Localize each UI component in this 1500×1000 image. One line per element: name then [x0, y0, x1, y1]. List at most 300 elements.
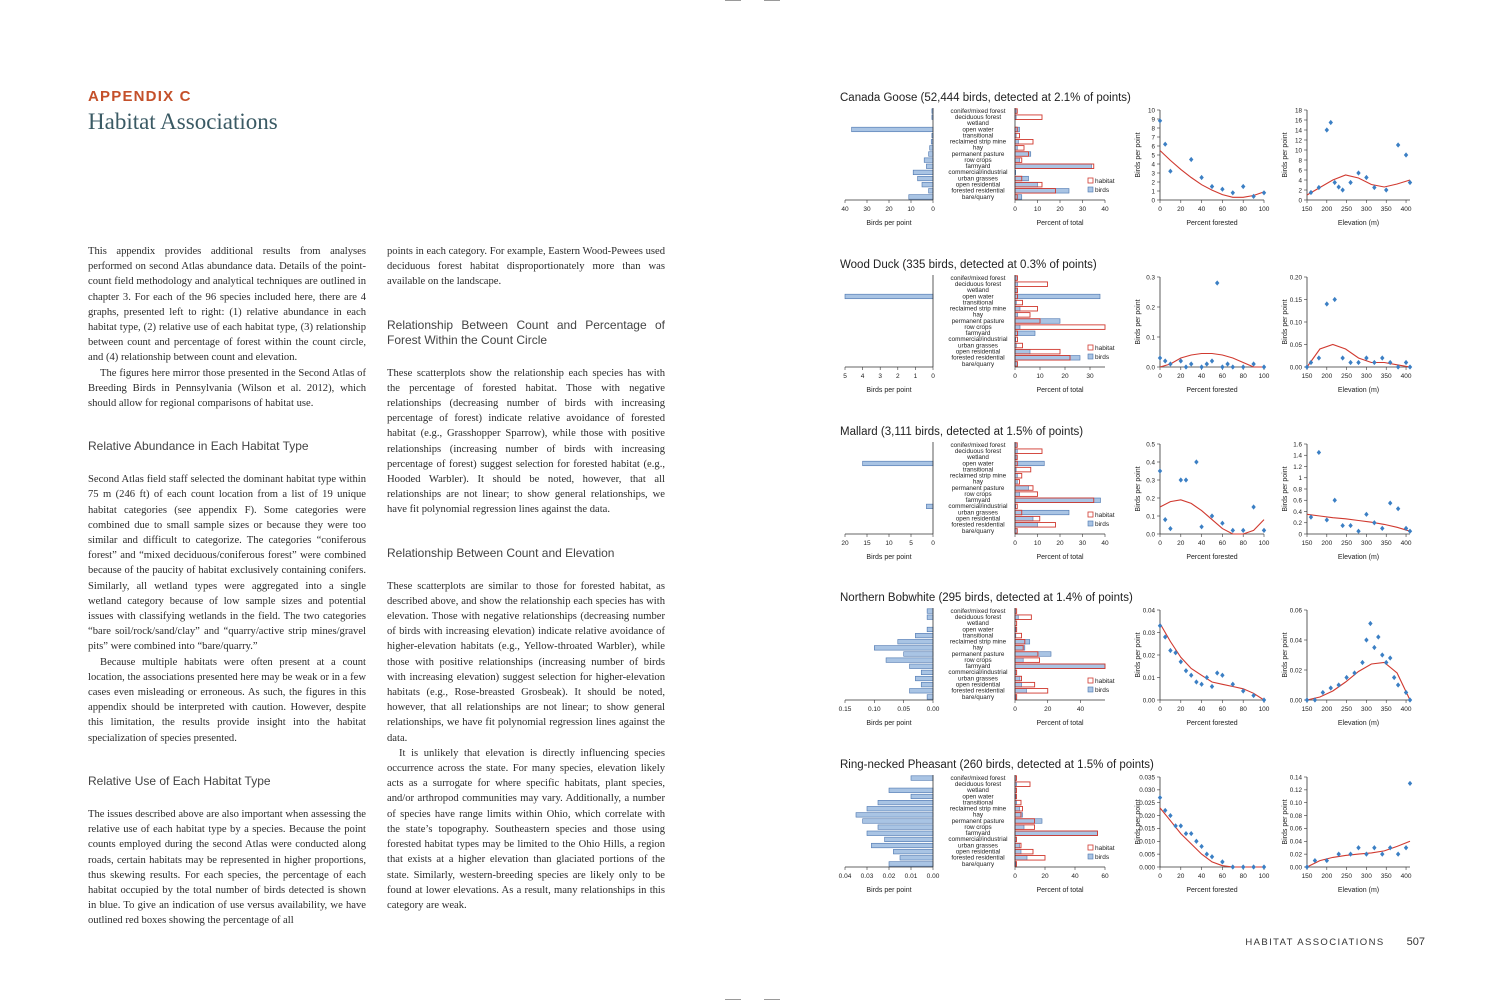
forest-point: [1210, 358, 1214, 363]
elevation-point: [1408, 697, 1412, 702]
habitat-label: hay: [972, 144, 984, 152]
forest-y-tick-label: 6: [1151, 143, 1155, 151]
use-birds-bar: [1015, 825, 1024, 830]
forest-point: [1189, 673, 1193, 678]
abundance-bar: [926, 504, 933, 509]
elevation-x-tick-label: 200: [1321, 206, 1333, 213]
use-habitat-box: [1015, 782, 1030, 787]
forest-point: [1220, 364, 1224, 369]
habitat-label: conifer/mixed forest: [950, 441, 1006, 449]
habitat-label: open residential: [955, 681, 1001, 689]
legend-habitat-label: habitat: [1095, 845, 1115, 852]
elevation-y-tick-label: 0.20: [1289, 274, 1302, 282]
use-axis-title: Percent of total: [1036, 720, 1084, 727]
habitat-label: bare/quarry: [961, 527, 995, 535]
elevation-y-tick-label: 0: [1298, 531, 1302, 539]
use-birds-bar: [1015, 516, 1033, 521]
elevation-point: [1364, 175, 1368, 180]
habitat-label: deciduous forest: [954, 448, 1002, 456]
forest-point: [1231, 864, 1235, 869]
forest-x-tick-label: 60: [1218, 206, 1227, 213]
forest-point: [1184, 668, 1188, 673]
elevation-point: [1388, 655, 1392, 660]
use-birds-bar: [1015, 325, 1020, 330]
elevation-point: [1384, 660, 1388, 665]
abundance-axis-title: Birds per point: [866, 720, 912, 727]
elevation-point: [1340, 187, 1344, 192]
section-heading: Relationship Between Count and Percentage of Forest Within the Count Circle: [387, 317, 665, 347]
habitat-label: wetland: [967, 787, 989, 795]
habitat-label: forested residential: [951, 521, 1005, 529]
elevation-x-tick-label: 250: [1341, 206, 1353, 213]
habitat-label: deciduous forest: [954, 114, 1002, 122]
habitat-label: commercial/industrial: [948, 169, 1008, 177]
use-birds-bar: [1015, 615, 1018, 620]
use-tick-label: 0: [1013, 540, 1017, 547]
right-page: [750, 0, 1500, 1000]
section-heading: Relationship Between Count and Elevation: [387, 545, 615, 560]
forest-y-axis-title: Birds per point: [1135, 466, 1142, 512]
abundance-bar: [863, 461, 933, 466]
elevation-point: [1333, 297, 1337, 302]
legend-birds-swatch: [1088, 187, 1093, 192]
forest-point: [1241, 864, 1245, 869]
elevation-point: [1408, 364, 1412, 369]
forest-y-tick-label: 10: [1147, 107, 1155, 115]
use-birds-bar: [1015, 806, 1020, 811]
habitat-label: deciduous forest: [954, 781, 1002, 789]
elevation-y-tick-label: 1.2: [1293, 463, 1302, 471]
abundance-axis-title: Birds per point: [866, 554, 912, 561]
forest-y-tick-label: 0.3: [1146, 477, 1155, 485]
use-axis-title: Percent of total: [1036, 554, 1084, 561]
use-tick-label: 40: [1071, 873, 1079, 880]
abundance-tick-label: 0: [931, 540, 935, 547]
forest-x-tick-label: 100: [1258, 373, 1270, 380]
abundance-bar: [921, 682, 933, 687]
habitat-label: reclaimed strip mine: [949, 305, 1007, 313]
abundance-axis-title: Birds per point: [866, 220, 912, 227]
abundance-bar: [927, 615, 933, 620]
forest-point: [1199, 364, 1203, 369]
elevation-y-tick-label: 0: [1298, 197, 1302, 205]
abundance-tick-label: 3: [878, 373, 883, 380]
habitat-label: wetland: [967, 120, 989, 128]
forest-point: [1251, 504, 1255, 509]
use-birds-bar: [1015, 158, 1020, 163]
forest-x-tick-label: 20: [1177, 373, 1185, 380]
elevation-point: [1392, 675, 1396, 680]
forest-x-axis-title: Percent forested: [1186, 220, 1238, 227]
abundance-bar: [922, 182, 933, 187]
abundance-bar: [915, 676, 933, 681]
species-chart-panels: [750, 0, 1500, 1000]
forest-y-tick-label: 0.010: [1139, 838, 1155, 846]
elevation-point: [1325, 301, 1329, 306]
forest-point: [1179, 823, 1183, 828]
elevation-y-tick-label: 4: [1298, 177, 1302, 185]
abundance-bar: [898, 639, 933, 644]
use-tick-label: 0: [1013, 206, 1017, 213]
elevation-point: [1348, 523, 1352, 528]
elevation-y-axis-title: Birds per point: [1282, 466, 1289, 512]
appendix-title: Habitat Associations: [88, 109, 278, 134]
elevation-x-tick-label: 300: [1360, 540, 1372, 547]
habitat-label: urban grasses: [958, 175, 998, 183]
forest-point: [1179, 659, 1183, 664]
forest-point: [1194, 459, 1198, 464]
elevation-x-tick-label: 150: [1301, 706, 1313, 713]
forest-point: [1251, 864, 1255, 869]
forest-y-tick-label: 9: [1151, 116, 1155, 124]
elevation-y-tick-label: 0.00: [1289, 697, 1302, 705]
forest-x-tick-label: 60: [1218, 373, 1227, 380]
abundance-tick-label: 5: [909, 540, 913, 547]
habitat-label: urban grasses: [958, 675, 998, 683]
use-birds-bar: [1015, 331, 1035, 336]
species-title: Canada Goose (52,444 birds, detected at 2.1% of points): [840, 92, 1131, 104]
habitat-label: wetland: [967, 454, 989, 462]
legend-habitat-swatch: [1088, 345, 1093, 350]
elevation-y-tick-label: 0.10: [1289, 800, 1302, 808]
elevation-point: [1372, 645, 1376, 650]
elevation-point: [1384, 187, 1388, 192]
forest-y-tick-label: 0.005: [1139, 851, 1155, 859]
abundance-tick-label: 0.03: [860, 873, 874, 880]
elevation-point: [1348, 852, 1352, 857]
use-tick-label: 0: [1013, 706, 1017, 713]
elevation-y-tick-label: 0.02: [1289, 667, 1302, 675]
elevation-point: [1329, 120, 1333, 125]
species-title: Mallard (3,111 birds, detected at 1.5% of points): [840, 426, 1084, 438]
forest-point: [1205, 361, 1209, 366]
elevation-point: [1404, 360, 1408, 365]
forest-point: [1158, 623, 1162, 628]
habitat-label: bare/quarry: [961, 860, 995, 868]
habitat-label: forested residential: [951, 187, 1005, 195]
elevation-point: [1380, 355, 1384, 360]
elevation-x-tick-label: 250: [1341, 873, 1353, 880]
elevation-x-axis-title: Elevation (m): [1337, 220, 1380, 227]
habitat-label: open residential: [955, 848, 1001, 856]
forest-y-tick-label: 7: [1151, 134, 1155, 142]
legend-habitat-swatch: [1088, 845, 1093, 850]
elevation-y-tick-label: 0.04: [1289, 838, 1302, 846]
abundance-tick-label: 30: [863, 206, 871, 213]
elevation-point: [1352, 670, 1356, 675]
elevation-x-tick-label: 200: [1321, 540, 1333, 547]
elevation-point: [1396, 682, 1400, 687]
habitat-label: urban grasses: [958, 842, 998, 850]
species-panel: [839, 592, 1413, 727]
forest-point: [1220, 521, 1224, 526]
habitat-label: row crops: [964, 490, 992, 498]
abundance-tick-label: 0.04: [838, 873, 852, 880]
abundance-bar: [910, 664, 933, 669]
elevation-point: [1408, 529, 1412, 534]
forest-point: [1168, 648, 1172, 653]
abundance-tick-label: 0.01: [904, 873, 918, 880]
forest-point: [1262, 190, 1266, 195]
abundance-bar: [921, 670, 933, 675]
elevation-point: [1336, 682, 1340, 687]
habitat-label: hay: [972, 478, 984, 486]
forest-x-tick-label: 100: [1258, 706, 1270, 713]
forest-y-tick-label: 3: [1151, 170, 1155, 178]
elevation-x-axis-title: Elevation (m): [1337, 720, 1380, 727]
forest-point: [1163, 142, 1167, 147]
body-paragraph: This appendix provides additional results from analyses performed on second Atlas abundance data. Details of the point-count field methodology and analytical techniques are outlined in chapter 3. For each of the 96 species included here, there are 4 graphs, presented left to right: (1) relative abundance in each habitat type, (2) relative use of each habitat type, (3) relationship between count and percentage of forest within the count circle, and (4) relationship between count and elevation.: [88, 246, 366, 364]
use-tick-label: 60: [1101, 873, 1109, 880]
elevation-point: [1364, 512, 1368, 517]
elevation-x-tick-label: 300: [1360, 706, 1372, 713]
forest-y-tick-label: 0.1: [1146, 334, 1155, 342]
elevation-y-tick-label: 0.00: [1289, 364, 1302, 372]
elevation-x-tick-label: 400: [1400, 206, 1412, 213]
use-tick-label: 20: [1061, 373, 1069, 380]
abundance-tick-label: 20: [841, 540, 849, 547]
elevation-point: [1356, 845, 1360, 850]
elevation-point: [1333, 498, 1337, 503]
habitat-label: urban grasses: [958, 509, 998, 517]
habitat-label: open residential: [955, 348, 1001, 356]
page-footer: [1245, 936, 1425, 948]
forest-x-tick-label: 20: [1177, 540, 1185, 547]
habitat-label: wetland: [967, 287, 989, 295]
elevation-point: [1329, 685, 1333, 690]
abundance-bar: [852, 127, 933, 132]
habitat-label: commercial/industrial: [948, 336, 1008, 344]
habitat-label: commercial/industrial: [948, 669, 1008, 677]
species-panel: [840, 259, 1412, 394]
forest-x-tick-label: 60: [1218, 873, 1227, 880]
habitat-label: permanent pasture: [951, 817, 1005, 825]
species-title: Ring-necked Pheasant (260 birds, detected at 1.5% of points): [840, 759, 1154, 771]
habitat-label: commercial/industrial: [948, 836, 1008, 844]
abundance-bar: [926, 164, 933, 169]
forest-point: [1210, 184, 1214, 189]
section-heading: Relative Use of Each Habitat Type: [88, 773, 271, 788]
elevation-point: [1325, 127, 1329, 132]
forest-y-tick-label: 0.4: [1146, 459, 1155, 467]
body-paragraph: The issues described above are also important when assessing the relative use of each habitat type by a species. Because the point counts employed during the second Atlas were conducted along roads, certain habitats may be represented in higher proportions, thus skewing results. For each species, the percentage of each habitat occupied by the total number of birds detected is shown in blue. To give an indication of use versus availability, we have outlined red boxes showing the percentage of all: [88, 808, 367, 927]
forest-y-tick-label: 0.00: [1142, 697, 1155, 705]
forest-point: [1210, 854, 1214, 859]
abundance-bar: [911, 776, 933, 781]
forest-x-tick-label: 100: [1258, 206, 1270, 213]
text-column-right: [387, 244, 665, 913]
legend-habitat-swatch: [1088, 512, 1093, 517]
abundance-bar: [924, 158, 933, 163]
elevation-y-tick-label: 0.04: [1289, 637, 1302, 645]
abundance-bar: [929, 152, 933, 157]
body-paragraph: Second Atlas field staff selected the dominant habitat type within 75 m (246 ft) of each count location from a list of 19 unique habitat categories (see appendix F). Some categories were combined due to small sample sizes or because they were too similar and difficult to categorize. The categories “coniferous forest” and “mixed deciduous/coniferous forest” were combined because of the paucity of habitat exclusively containing conifers. Similarly, all wetland types were aggregated into a single wetland category because of low sample sizes and potential issues with classifying wetlands in the field. The two categories “bare soil/rock/sand/clay” and “quarry/active strip mines/gravel pits” were combined into “bare/quarry.”: [88, 474, 366, 653]
running-head: HABITAT ASSOCIATIONS: [1245, 937, 1385, 948]
forest-point: [1215, 670, 1219, 675]
use-tick-label: 10: [1033, 206, 1042, 213]
elevation-point: [1348, 180, 1352, 185]
abundance-bar: [867, 806, 933, 811]
habitat-label: open residential: [955, 515, 1001, 523]
forest-y-tick-label: 2: [1151, 179, 1155, 187]
elevation-y-tick-label: 0.06: [1289, 607, 1302, 615]
abundance-bar: [927, 695, 933, 700]
elevation-point: [1360, 660, 1364, 665]
habitat-label: open water: [962, 793, 994, 801]
habitat-label: deciduous forest: [954, 614, 1002, 622]
forest-point: [1220, 673, 1224, 678]
abundance-bar: [913, 170, 933, 175]
forest-y-tick-label: 4: [1151, 161, 1155, 169]
use-birds-bar: [1015, 182, 1038, 187]
legend-birds-label: birds: [1095, 687, 1110, 694]
elevation-y-tick-label: 0.05: [1289, 341, 1302, 349]
use-tick-label: 30: [1086, 373, 1094, 380]
elevation-point: [1396, 852, 1400, 857]
forest-point: [1158, 795, 1162, 800]
use-birds-bar: [1015, 676, 1020, 681]
abundance-tick-label: 0: [931, 206, 935, 213]
use-tick-label: 20: [1056, 540, 1064, 547]
habitat-label: row crops: [964, 823, 992, 831]
habitat-label: deciduous forest: [954, 281, 1002, 289]
habitat-label: forested residential: [951, 854, 1005, 862]
forest-point: [1262, 528, 1266, 533]
forest-y-tick-label: 5: [1151, 152, 1155, 160]
habitat-label: reclaimed strip mine: [949, 138, 1007, 146]
use-birds-bar: [1015, 164, 1092, 169]
body-paragraph: The figures here mirror those presented in the Second Atlas of Breeding Birds in Pennsylvania (Wilson et al. 2012), which should allow for regional comparisons of habitat use.: [88, 367, 366, 410]
forest-point: [1163, 517, 1167, 522]
habitat-label: transitional: [962, 799, 994, 807]
abundance-bar: [910, 689, 933, 694]
forest-y-tick-label: 0: [1151, 197, 1155, 205]
abundance-tick-label: 0.15: [838, 706, 852, 713]
elevation-point: [1380, 852, 1384, 857]
forest-point: [1168, 361, 1172, 366]
forest-x-tick-label: 0: [1158, 540, 1162, 547]
elevation-point: [1376, 634, 1380, 639]
use-tick-label: 10: [1033, 540, 1042, 547]
legend-birds-label: birds: [1095, 354, 1110, 361]
forest-point: [1225, 361, 1229, 366]
legend-birds-label: birds: [1095, 187, 1110, 194]
forest-point: [1194, 839, 1198, 844]
elevation-y-tick-label: 0.15: [1289, 296, 1302, 304]
habitat-label: hay: [972, 811, 984, 819]
forest-x-axis-title: Percent forested: [1186, 887, 1238, 894]
section-heading: Relative Abundance in Each Habitat Type: [88, 439, 309, 454]
species-title: Northern Bobwhite (295 birds, detected at 1.4% of points): [840, 592, 1133, 604]
use-axis-title: Percent of total: [1036, 220, 1084, 227]
use-birds-bar: [1015, 831, 1098, 836]
forest-point: [1168, 526, 1172, 531]
forest-point: [1241, 184, 1245, 189]
use-birds-bar: [1015, 492, 1020, 497]
use-birds-bar: [1015, 639, 1030, 644]
elevation-y-tick-label: 1.6: [1293, 441, 1302, 449]
habitat-label: open water: [962, 126, 994, 134]
use-axis-title: Percent of total: [1036, 387, 1084, 394]
use-tick-label: 10: [1036, 373, 1044, 380]
forest-x-tick-label: 60: [1218, 706, 1227, 713]
forest-y-tick-label: 0.0: [1146, 364, 1155, 372]
forest-point: [1262, 697, 1266, 702]
text-column-left: [88, 244, 366, 929]
use-birds-bar: [1015, 294, 1100, 299]
elevation-y-tick-label: 1: [1298, 475, 1302, 483]
habitat-label: reclaimed strip mine: [949, 805, 1007, 813]
abundance-axis-title: Birds per point: [866, 387, 912, 394]
elevation-y-tick-label: 14: [1294, 127, 1302, 135]
forest-point: [1179, 477, 1183, 482]
habitat-label: permanent pasture: [951, 650, 1005, 658]
elevation-x-tick-label: 400: [1400, 540, 1412, 547]
species-panel: [840, 92, 1412, 227]
forest-x-tick-label: 20: [1177, 873, 1185, 880]
legend-birds-swatch: [1088, 687, 1093, 692]
use-birds-bar: [1015, 306, 1020, 311]
legend-birds-swatch: [1088, 354, 1093, 359]
forest-point: [1215, 280, 1219, 285]
forest-y-tick-label: 0.020: [1139, 812, 1155, 820]
habitat-label: urban grasses: [958, 342, 998, 350]
abundance-bar: [904, 652, 933, 657]
elevation-x-tick-label: 150: [1301, 373, 1313, 380]
use-habitat-box: [1015, 115, 1042, 120]
forest-point: [1189, 361, 1193, 366]
elevation-point: [1368, 621, 1372, 626]
elevation-x-tick-label: 300: [1360, 373, 1372, 380]
elevation-x-tick-label: 300: [1360, 206, 1372, 213]
habitat-label: open water: [962, 626, 994, 634]
body-paragraph: points in each category. For example, Eastern Wood-Pewees used deciduous forest habitat disproportionately more than was available on the landscape.: [387, 246, 665, 288]
elevation-y-axis-title: Birds per point: [1282, 799, 1289, 845]
abundance-tick-label: 10: [885, 540, 893, 547]
legend-habitat-swatch: [1088, 678, 1093, 683]
forest-y-tick-label: 0.01: [1142, 674, 1155, 682]
legend-habitat-label: habitat: [1095, 345, 1115, 352]
abundance-bar: [929, 189, 933, 194]
abundance-bar: [871, 843, 933, 848]
forest-y-tick-label: 0.000: [1139, 864, 1155, 872]
habitat-label: wetland: [967, 620, 989, 628]
forest-point: [1168, 813, 1172, 818]
abundance-bar: [845, 294, 933, 299]
forest-point: [1231, 190, 1235, 195]
use-birds-bar: [1015, 461, 1044, 466]
habitat-label: transitional: [962, 466, 994, 474]
abundance-bar: [885, 837, 933, 842]
elevation-x-tick-label: 200: [1321, 706, 1333, 713]
abundance-tick-label: 1: [913, 373, 918, 380]
abundance-tick-label: 15: [863, 540, 871, 547]
habitat-label: transitional: [962, 299, 994, 307]
habitat-label: bare/quarry: [961, 193, 995, 201]
abundance-bar: [886, 658, 933, 663]
elevation-point: [1372, 520, 1376, 525]
elevation-y-tick-label: 0.8: [1293, 486, 1302, 494]
elevation-x-tick-label: 400: [1400, 373, 1412, 380]
elevation-point: [1404, 152, 1408, 157]
use-birds-bar: [1015, 664, 1105, 669]
elevation-point: [1380, 526, 1384, 531]
elevation-x-tick-label: 350: [1380, 706, 1392, 713]
forest-point: [1220, 859, 1224, 864]
forest-point: [1158, 468, 1162, 473]
use-birds-bar: [1015, 486, 1029, 491]
elevation-y-tick-label: 6: [1298, 167, 1302, 175]
